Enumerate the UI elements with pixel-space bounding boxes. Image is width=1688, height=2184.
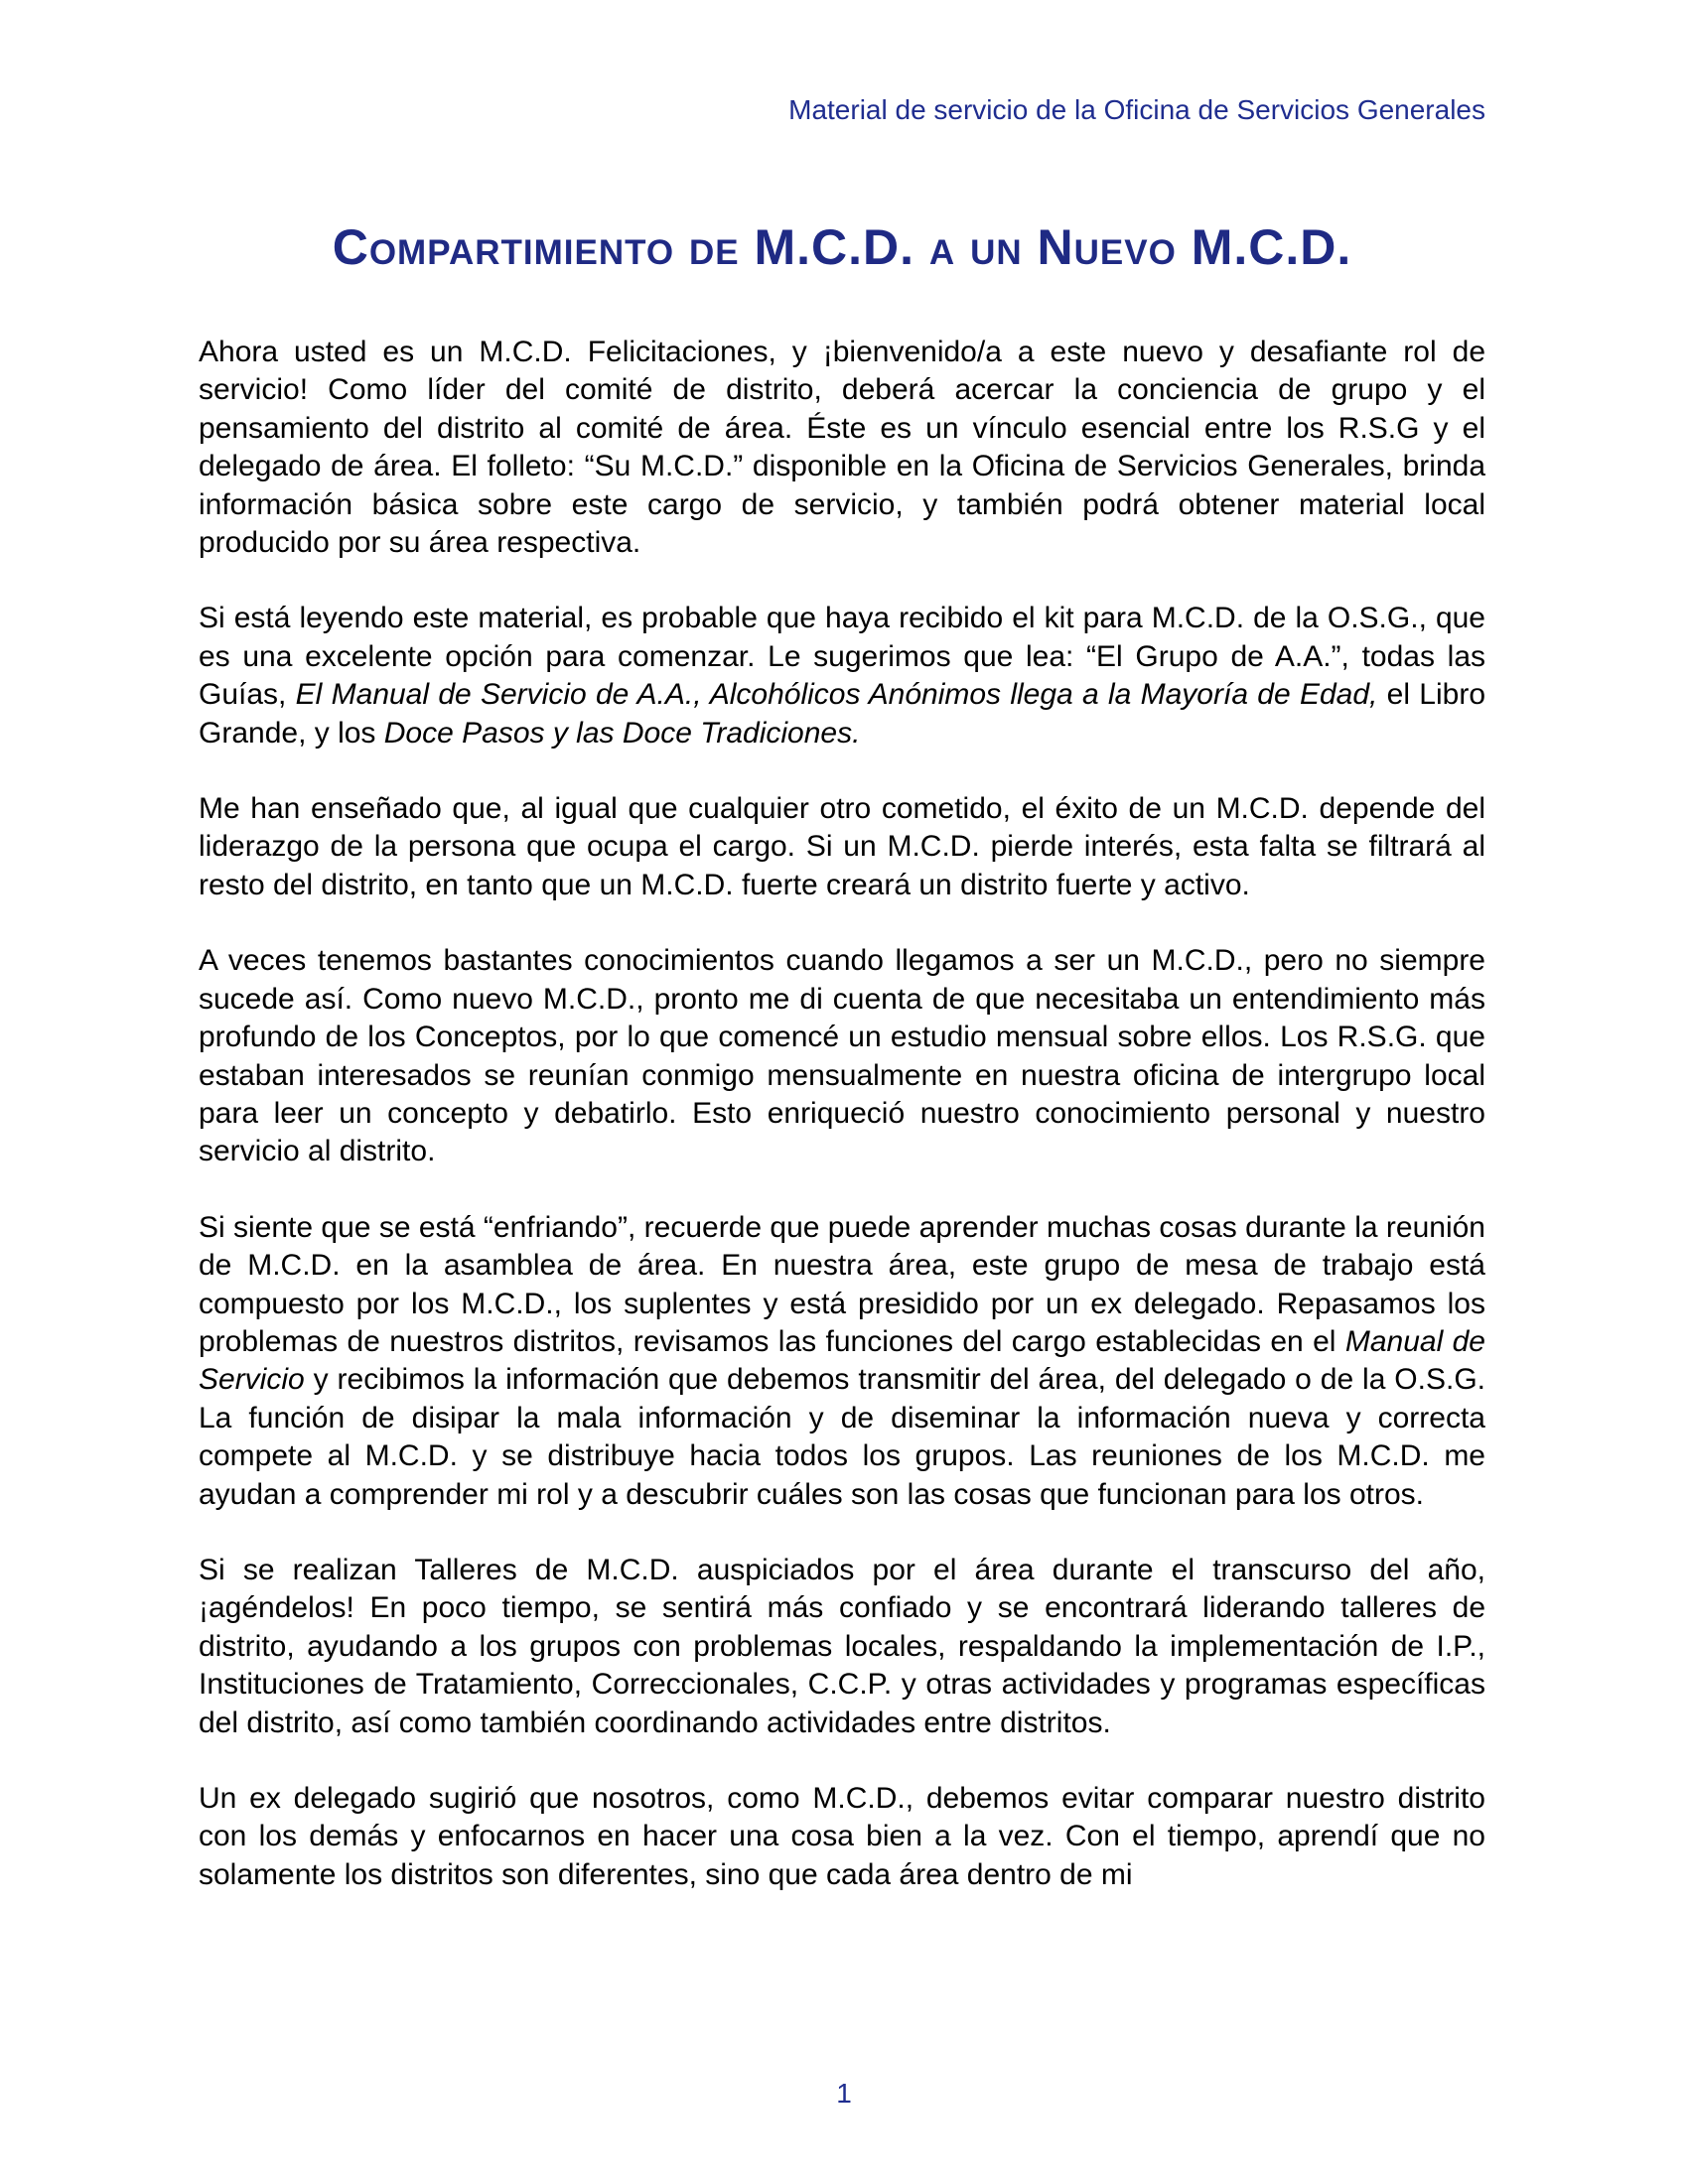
paragraph-2-italic-b: Doce Pasos y las Doce Tradiciones.: [383, 716, 861, 750]
paragraph-5: [199, 1209, 1485, 1514]
paragraph-1: Ahora usted es un M.C.D. Felicitaciones, y ¡bienvenido/a a este nuevo y desafiante rol de servicio! Como líder del comité de distrito, deberá acercar la conciencia de grupo y el pensamiento del distrito al comité de área. Éste es un vínculo esencial entre los R.S.G y el delegado de área. El folleto: “Su M.C.D.” disponible en la Oficina de Servicios Generales, brinda información básica sobre este cargo de servicio, y también podrá obtener material local producido por su área respectiva.: [199, 336, 1485, 560]
paragraph-2-text-a: Si está leyendo este material, es probable que haya recibido el kit para M.C.D. de la O.S.G., que es una excelente opción para comenzar. Le sugerimos que lea: “El Grupo de A.A.”, todas las Guías,: [199, 602, 1485, 712]
paragraph-2: [199, 600, 1485, 752]
page-number: 1: [836, 2078, 852, 2109]
paragraph-2-text-b: el Libro Grande, y los: [199, 678, 1485, 750]
document-body: [199, 334, 1485, 1932]
paragraph-3: Me han enseñado que, al igual que cualquier otro cometido, el éxito de un M.C.D. depende del liderazgo de la persona que ocupa el cargo. Si un M.C.D. pierde interés, esta falta se filtrará al resto del distrito, en tanto que un M.C.D. fuerte creará un distrito fuerte y activo.: [199, 792, 1485, 901]
paragraph-5-text-b: y recibimos la información que debemos transmitir del área, del delegado o de la O.S.G. La función de disipar la mala información y de diseminar la información nueva y correcta compete al M.C.D. y se distribuye hacia todos los grupos. Las reuniones de los M.C.D. me ayudan a comprender mi rol y a descubrir cuáles son las cosas que funcionan para los otros.: [199, 1363, 1485, 1511]
running-header: Material de servicio de la Oficina de Servicios Generales: [788, 94, 1485, 125]
paragraph-5-italic: Manual de Servicio: [199, 1324, 1485, 1397]
paragraph-2-italic-a: El Manual de Servicio de A.A., Alcohólicos Anónimos llega a la Mayoría de Edad,: [295, 678, 1378, 712]
paragraph-6: Si se realizan Talleres de M.C.D. auspiciados por el área durante el transcurso del año, ¡agéndelos! En poco tiempo, se sentirá más confiado y se encontrará liderando talleres de distrito, ayudando a los grupos con problemas locales, respaldando la implementación de I.P., Instituciones de Tratamiento, Correccionales, C.C.P. y otras actividades y programas específicas del distrito, así como también coordinando actividades entre distritos.: [199, 1553, 1485, 1739]
paragraph-5-text-a: Si siente que se está “enfriando”, recuerde que puede aprender muchas cosas durante la reunión de M.C.D. en la asamblea de área. En nuestra área, este grupo de mesa de trabajo está compuesto por los M.C.D., los suplentes y está presidido por un ex delegado. Repasamos los problemas de nuestros distritos, revisamos las funciones del cargo establecidas en el: [199, 1210, 1485, 1358]
paragraph-4: A veces tenemos bastantes conocimientos cuando llegamos a ser un M.C.D., pero no siempre sucede así. Como nuevo M.C.D., pronto me di cuenta de que necesitaba un entendimiento más profundo de los Conceptos, por lo que comencé un estudio mensual sobre ellos. Los R.S.G. que estaban interesados se reunían conmigo mensualmente en nuestra oficina de intergrupo local para leer un concepto y debatirlo. Esto enriqueció nuestro conocimiento personal y nuestro servicio al distrito.: [199, 944, 1485, 1168]
page-title: Compartimiento de M.C.D. a un Nuevo M.C.D.: [332, 219, 1352, 275]
paragraph-7: Un ex delegado sugirió que nosotros, como M.C.D., debemos evitar comparar nuestro distrito con los demás y enfocarnos en hacer una cosa bien a la vez. Con el tiempo, aprendí que no solamente los distritos son diferentes, sino que cada área dentro de mi: [199, 1782, 1485, 1891]
